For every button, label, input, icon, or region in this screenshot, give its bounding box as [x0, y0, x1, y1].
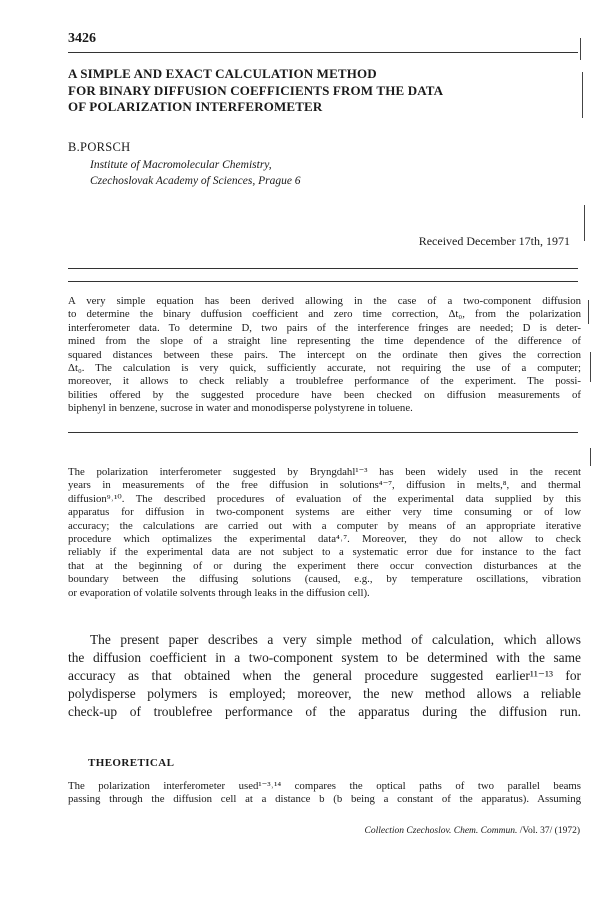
abstract: [68, 295, 581, 416]
margin-mark: [582, 72, 583, 118]
abstract-top-rule: [68, 268, 578, 269]
abstract-rule-lower: [68, 281, 578, 282]
abstract-line: interferometer data. To determine D, two pairs of the interference fringes are needed; D is deter-: [68, 321, 581, 334]
intro-line: years in measurements of the free diffusion in solutions⁴⁻⁷, diffusion in melts,⁸, and thermal: [68, 479, 581, 492]
theoretical-paragraph: [68, 780, 581, 807]
margin-mark: [588, 300, 589, 324]
present-paper-line: The present paper describes a very simple method of calculation, which allows: [90, 632, 581, 647]
title-line: OF POLARIZATION INTERFEROMETER: [68, 99, 323, 114]
theoretical-line: passing through the diffusion cell at a distance b (b being a constant of the apparatus). Assuming: [68, 793, 581, 806]
margin-mark: [590, 448, 591, 466]
intro-line: The polarization interferometer suggested by Bryngdahl¹⁻³ has been widely used in the recent: [68, 466, 581, 478]
intro-line: boundary between the diffusing solutions (caused, e.g., by temperature oscillations, vibration: [68, 573, 581, 586]
present-paper-line: the diffusion coefficient in a two-component system to be determined with the same: [68, 650, 581, 665]
present-paper-line: polydisperse polymers is employed; moreover, the new method allows a reliable: [68, 686, 581, 701]
author: B.PORSCH: [68, 140, 131, 154]
abstract-line: bilities offered by the suggested procedure have been checked on diffusion measurements of: [68, 388, 581, 401]
present-paper-line: check-up of troublefree performance of the apparatus during the diffusion run.: [68, 704, 581, 719]
present-paper-paragraph: [68, 631, 581, 721]
theoretical-line: The polarization interferometer used¹⁻³˒¹⁴ compares the optical paths of two parallel beams: [68, 780, 581, 792]
abstract-line: mined from the slope of a straight line representing the time dependence of the difference of: [68, 335, 581, 348]
section-heading-theoretical: THEORETICAL: [88, 757, 175, 769]
abstract-line: squared distances between these pairs. The intercept on the ordinate then gives the correction: [68, 348, 581, 361]
journal-footer: [364, 826, 580, 836]
journal-volume: /Vol. 37/ (1972): [519, 826, 580, 836]
margin-mark: [584, 205, 585, 241]
margin-mark: [590, 352, 591, 382]
title-line: A SIMPLE AND EXACT CALCULATION METHOD: [68, 66, 377, 81]
intro-line: or evaporation of volatile solvents through leaks in the diffusion cell).: [68, 586, 370, 599]
margin-mark: [580, 38, 581, 60]
intro-line: apparatus for diffusion in two-component systems are either very time consuming or of low: [68, 506, 581, 519]
article-title: [68, 66, 548, 116]
abstract-line: biphenyl in benzene, sucrose in water and monodisperse polystyrene in toluene.: [68, 402, 413, 415]
affiliation-line: Institute of Macromolecular Chemistry,: [90, 159, 272, 171]
affiliation: [90, 157, 301, 189]
affiliation-line: Czechoslovak Academy of Sciences, Prague 6: [90, 175, 301, 187]
abstract-line: Δt₀. The calculation is very quick, sufficiently accurate, not requiring the use of a computer;: [68, 362, 581, 375]
header-rule: [68, 52, 578, 53]
abstract-bottom-rule: [68, 432, 578, 433]
received-date: Received December 17th, 1971: [418, 234, 570, 248]
intro-line: diffusion⁹˒¹⁰. The described procedures of evaluation of the experimental data supplied by this: [68, 492, 581, 505]
abstract-line: to determine the binary duffusion coefficient and zero time correction, Δt₀, from the polarization: [68, 308, 581, 321]
intro-line: that at the beginning of or during the experiment there occur convection disturbances at the: [68, 559, 581, 572]
abstract-line: A very simple equation has been derived allowing in the case of a two-component diffusion: [68, 295, 581, 307]
intro-line: accuracy; the calculations are carried out with a computer by means of an appropriate iterative: [68, 519, 581, 532]
title-line: FOR BINARY DIFFUSION COEFFICIENTS FROM THE DATA: [68, 82, 444, 98]
intro-line: procedure which optimalizes the experimental data⁴˒⁷. Moreover, they do not allow to check: [68, 533, 581, 546]
introduction-paragraph: [68, 466, 581, 600]
intro-line: reliably if the experimental data are not subject to a systematic error due for instance to the fact: [68, 546, 581, 559]
page-number: 3426: [68, 31, 96, 46]
abstract-line: moreover, it allows to check reliably a troublefree performance of the experiment. The possi-: [68, 375, 581, 388]
present-paper-line: accuracy as that obtained when the general procedure suggested earlier¹¹⁻¹³ for: [68, 668, 581, 683]
journal-name: Collection Czechoslov. Chem. Commun.: [364, 826, 518, 836]
